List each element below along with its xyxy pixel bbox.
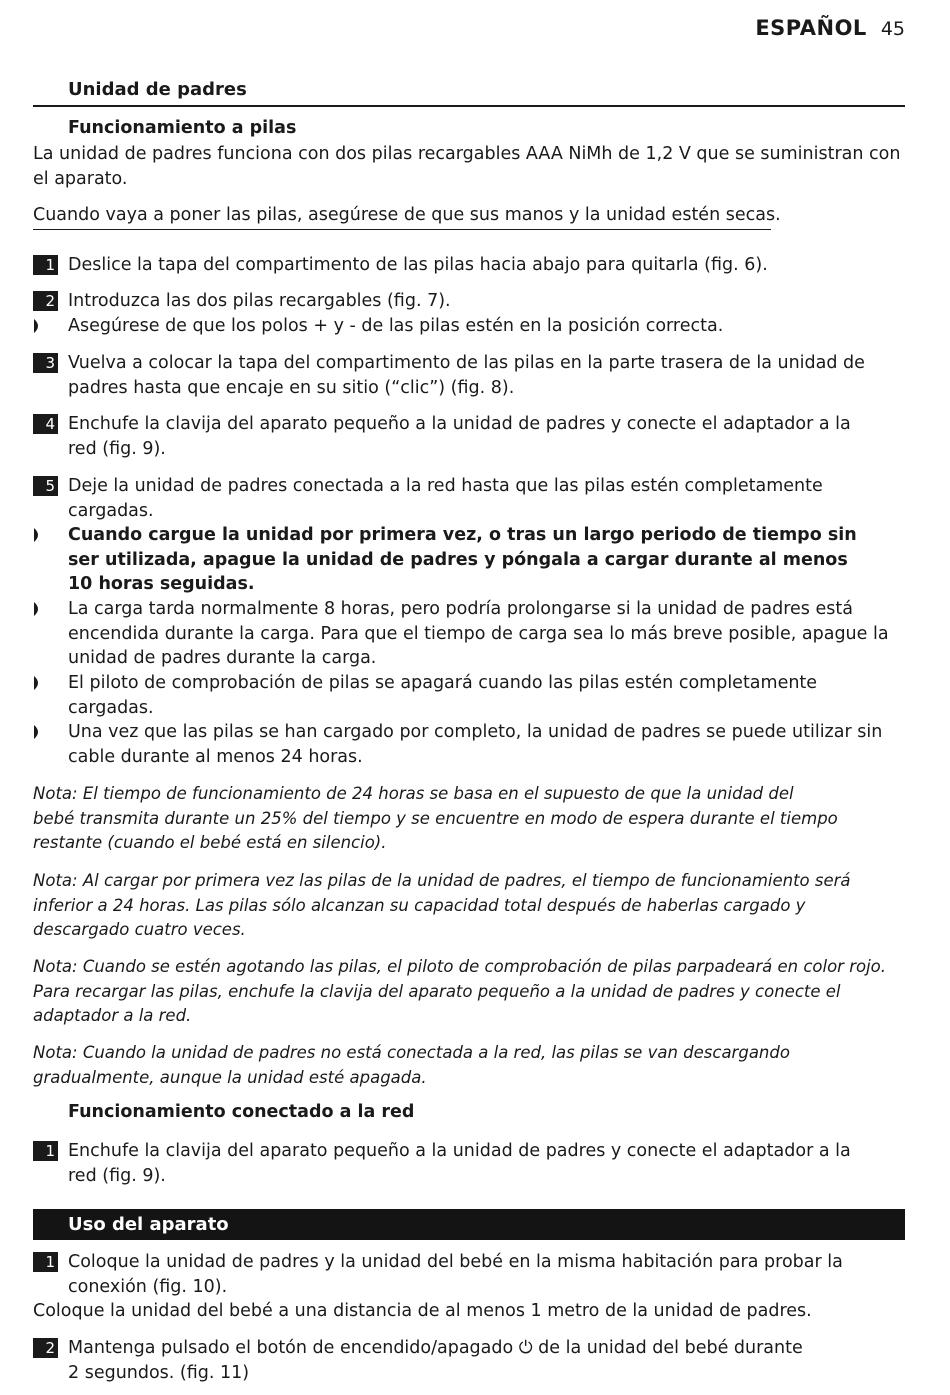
step-5 [33, 474, 905, 523]
note-operating-time [33, 782, 905, 856]
bullet-arrow-icon [34, 676, 42, 690]
step-line: Deje la unidad de padres conectada a la red hasta que las pilas estén completamente [68, 476, 823, 496]
bullet-line: El piloto de comprobación de pilas se apagará cuando las pilas estén completamente [68, 673, 818, 693]
note-first-charge [33, 869, 905, 943]
bullet-text [33, 597, 905, 671]
subheading-battery-operation: Funcionamiento a pilas [68, 118, 297, 138]
note-line: Nota: Cuando la unidad de padres no está conectada a la red, las pilas se van descargando [33, 1043, 790, 1062]
section-bar-using-appliance [33, 1209, 905, 1240]
step-number: 4 [33, 414, 58, 434]
bullet-line: La carga tarda normalmente 8 horas, pero podría prolongarse si la unidad de padres está [68, 599, 853, 619]
bullet-text [33, 671, 905, 720]
intro-paragraph [33, 142, 905, 191]
step-line: Vuelva a colocar la tapa del compartimento de las pilas en la parte trasera de la unidad de [68, 353, 865, 373]
note-line: descargado cuatro veces. [33, 920, 246, 939]
step-line: Coloque la unidad de padres y la unidad del bebé en la misma habitación para probar la [68, 1252, 843, 1272]
step-line: red (fig. 9). [68, 438, 166, 459]
bullet-line: encendida durante la carga. Para que el tiempo de carga sea lo más breve posible, apague la [68, 623, 889, 644]
step-text [33, 1336, 905, 1385]
step-line: 2 segundos. (fig. 11) [68, 1362, 250, 1383]
note-line: gradualmente, aunque la unidad esté apagada. [33, 1067, 427, 1087]
step-line: padres hasta que encaje en su sitio (“clic”) (fig. 8). [68, 377, 515, 398]
bullet-text [33, 523, 905, 597]
step-line: red (fig. 9). [68, 1165, 166, 1186]
warning-text: Cuando vaya a poner las pilas, asegúrese de que sus manos y la unidad estén secas. [33, 205, 781, 225]
step-text [33, 351, 905, 400]
note-line: Nota: Al cargar por primera vez las pilas de la unidad de padres, el tiempo de funcionamiento será [33, 871, 851, 890]
bullet-line: Cuando cargue la unidad por primera vez, o tras un largo periodo de tiempo sin [68, 525, 857, 545]
bullet-line: cargadas. [68, 697, 154, 718]
step-4 [33, 412, 905, 461]
bullet-line: cable durante al menos 24 horas. [68, 746, 363, 767]
bullet-text: Asegúrese de que los polos + y - de las pilas estén en la posición correcta. [68, 316, 724, 336]
step-line: Mantenga pulsado el botón de encendido/apagado ⏻ de la unidad del bebé durante [68, 1338, 803, 1358]
note-line: Nota: El tiempo de funcionamiento de 24 horas se basa en el supuesto de que la unidad del [33, 784, 794, 803]
step-number: 1 [33, 1141, 58, 1161]
step-number: 5 [33, 476, 58, 496]
note-line: bebé transmita durante un 25% del tiempo y se encuentre en modo de espera durante el tiempo [33, 808, 838, 828]
bullet-arrow-icon [34, 602, 42, 616]
step-text [33, 474, 905, 523]
bullet-polarity [33, 314, 905, 339]
note-line: inferior a 24 horas. Las pilas sólo alcanzan su capacidad total después de haberlas cargado y [33, 895, 806, 915]
warning-underline [33, 229, 771, 230]
step-number: 3 [33, 353, 58, 373]
step-text [33, 1139, 905, 1188]
mains-step-1 [33, 1139, 905, 1188]
step-number: 1 [33, 1252, 58, 1272]
page-header [755, 16, 905, 40]
usage-paragraph: Coloque la unidad del bebé a una distancia de al menos 1 metro de la unidad de padres. [33, 1301, 812, 1321]
bullet-arrow-icon [34, 528, 42, 542]
bullet-line: 10 horas seguidas. [68, 574, 255, 594]
note-line: adaptador a la red. [33, 1006, 192, 1025]
usage-step-2 [33, 1336, 905, 1385]
language-label: ESPAÑOL [755, 16, 867, 40]
step-text: Introduzca las dos pilas recargables (fig. 7). [68, 291, 451, 311]
step-line: Enchufe la clavija del aparato pequeño a la unidad de padres y conecte el adaptador a la [68, 414, 851, 434]
step-3 [33, 351, 905, 400]
note-discharge [33, 1041, 905, 1090]
note-line: Nota: Cuando se estén agotando las pilas, el piloto de comprobación de pilas parpadeará en color rojo. [33, 957, 887, 976]
step-line: cargadas. [68, 500, 154, 521]
page-number: 45 [880, 18, 905, 40]
bullet-arrow-icon [34, 725, 42, 739]
bullet-line: ser utilizada, apague la unidad de padres y póngala a cargar durante al menos [68, 549, 848, 570]
usage-step-1 [33, 1250, 905, 1299]
step-number: 2 [33, 291, 58, 311]
intro-line: el aparato. [33, 168, 128, 189]
step-number: 1 [33, 255, 58, 275]
section-title-text: Unidad de padres [68, 79, 247, 100]
bullet-battery-light [33, 671, 905, 720]
section-divider [33, 105, 905, 107]
step-line: conexión (fig. 10). [68, 1276, 228, 1297]
intro-line: La unidad de padres funciona con dos pilas recargables AAA NiMh de 1,2 V que se suministran con [33, 144, 901, 164]
bullet-line: Una vez que las pilas se han cargado por completo, la unidad de padres se puede utilizar sin [68, 722, 883, 742]
bullet-text [33, 720, 905, 769]
step-number: 2 [33, 1338, 58, 1358]
bullet-line: unidad de padres durante la carga. [68, 648, 377, 668]
section-bar-title: Uso del aparato [68, 1214, 229, 1235]
note-line: restante (cuando el bebé está en silencio). [33, 833, 387, 852]
step-text [33, 1250, 905, 1299]
note-low-battery [33, 955, 905, 1029]
step-2 [33, 289, 905, 314]
step-text: Deslice la tapa del compartimento de las pilas hacia abajo para quitarla (fig. 6). [68, 255, 768, 275]
bullet-arrow-icon [34, 319, 42, 333]
bullet-charge-time [33, 597, 905, 671]
section-title-parent-unit [33, 79, 905, 100]
step-line: Enchufe la clavija del aparato pequeño a la unidad de padres y conecte el adaptador a la [68, 1141, 851, 1161]
note-line: Para recargar las pilas, enchufe la clavija del aparato pequeño a la unidad de padres y conecte el [33, 981, 841, 1001]
subheading-mains-operation: Funcionamiento conectado a la red [68, 1102, 415, 1122]
bullet-cordless-use [33, 720, 905, 769]
bullet-first-charge [33, 523, 905, 597]
step-1 [33, 253, 905, 278]
step-text [33, 412, 905, 461]
